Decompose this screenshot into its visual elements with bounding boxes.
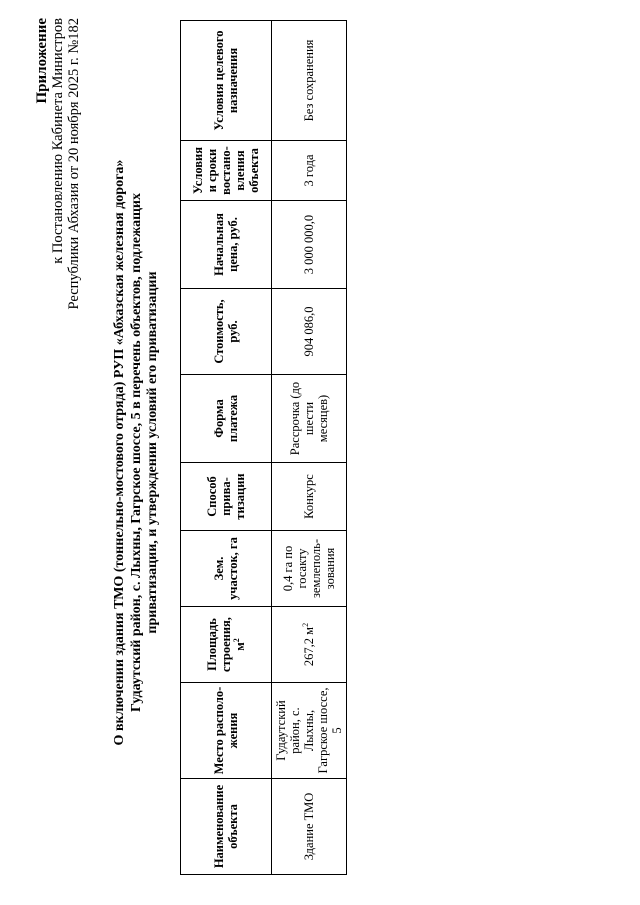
cell-area-sup: 2 xyxy=(300,622,310,627)
header-name: Наименование объекта xyxy=(181,779,272,875)
header-purpose: Условия целевого назначения xyxy=(181,21,272,141)
header-payment: Форма платежа xyxy=(181,375,272,463)
cell-method: Конкурс xyxy=(272,463,347,531)
cell-start-price: 3 000 000,0 xyxy=(272,201,347,289)
header-cost: Стоимость, руб. xyxy=(181,289,272,375)
cell-name: Здание ТМО xyxy=(272,779,347,875)
title-line-3: приватизации, и утверждении условий его приватизации xyxy=(145,271,160,634)
document-title xyxy=(112,0,162,905)
appendix-line-1: к Постановлению Кабинета Министров xyxy=(50,18,66,264)
appendix-block xyxy=(34,18,82,309)
table-header-row xyxy=(181,21,272,875)
appendix-label: Приложение xyxy=(34,18,50,104)
header-area-text: Площадь строения, м xyxy=(205,617,247,672)
cell-land: 0,4 га по госакту землеполь-зования xyxy=(272,531,347,607)
privatization-table xyxy=(180,20,347,875)
header-land: Зем. участок, га xyxy=(181,531,272,607)
header-area-sup: 2 xyxy=(231,638,241,643)
cell-area xyxy=(272,607,347,683)
cell-location: Гудаутский район, с. Лыхны, Гагрское шоссе, 5 xyxy=(272,683,347,779)
cell-area-text: 267,2 м xyxy=(302,626,316,667)
header-restore: Условия и сроки востано-вления объекта xyxy=(181,141,272,201)
appendix-line-2: Республики Абхазия от 20 ноября 2025 г. №182 xyxy=(66,18,82,310)
cell-cost: 904 086,0 xyxy=(272,289,347,375)
header-start-price: Начальная цена, руб. xyxy=(181,201,272,289)
header-location: Место располо-жения xyxy=(181,683,272,779)
cell-purpose: Без сохранения xyxy=(272,21,347,141)
table-row xyxy=(272,21,347,875)
cell-restore: 3 года xyxy=(272,141,347,201)
title-line-2: Гудаутский район, с. Лыхны, Гагрское шоссе, 5 в перечень объектов, подлежащих xyxy=(128,193,144,712)
cell-payment: Рассрочка (до шести месяцев) xyxy=(272,375,347,463)
title-line-1: О включении здания ТМО (тоннельно-мостового отряда) РУП «Абхазская железная дорога» xyxy=(112,159,127,746)
header-area xyxy=(181,607,272,683)
header-method: Способ прива-тизации xyxy=(181,463,272,531)
